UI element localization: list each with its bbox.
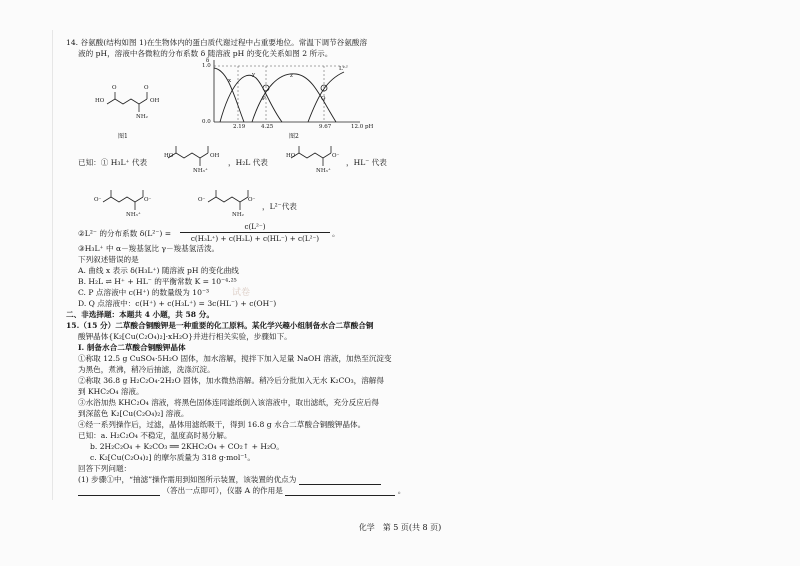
h3l-oh: OH	[210, 153, 220, 159]
q15-step3b: 到深蓝色 K₂[Cu(C₂O₄)₂] 溶液。	[78, 409, 189, 418]
chart-ymax-label: 1.0	[202, 63, 211, 69]
curve-label-z: z	[290, 73, 293, 79]
h2l-ominus: O⁻	[332, 153, 340, 159]
q15-q1-end: 。	[397, 486, 406, 495]
figure2-caption: 图2	[289, 133, 299, 140]
fraction-bar	[180, 232, 330, 233]
known-hl: ，HL⁻ 代表	[346, 158, 387, 167]
q15-known-c: c. K₂[Cu(C₂O₄)₂] 的摩尔质量为 318 g·mol⁻¹。	[90, 453, 255, 462]
option-d[interactable]: D. Q 点溶液中：c(H⁺) + c(H₃L⁺) = 3c(HL⁻) + c(OH⁻)	[78, 299, 277, 308]
chart-ylabel: δ	[206, 58, 210, 64]
hl-ominus-right: O⁻	[144, 197, 152, 203]
q15-step4: ④经一系列操作后，过滤，晶体用滤纸吸干，得到 16.8 g 水合二草酸合铜酸钾晶体。	[78, 420, 366, 429]
section2-heading: 二、非选择题：本题共 4 小题，共 58 分。	[66, 310, 214, 319]
answer-blank-3[interactable]	[285, 487, 395, 496]
fig1-o1-label: O	[112, 85, 117, 91]
option-b[interactable]: B. H₂L ⇌ H⁺ + HL⁻ 的平衡常数 K = 10⁻⁴·²⁵	[78, 277, 237, 286]
item2-numerator: c(L²⁻)	[244, 222, 266, 231]
chart-origin-label: 0.0	[202, 119, 211, 125]
q15-step1b: 为黑色，煮沸，稍冷后抽滤，洗涤沉淀。	[78, 365, 215, 374]
q15-question1	[78, 475, 381, 485]
q15-question1-cont	[78, 486, 405, 496]
q15-known-a: 已知：a. H₂C₂O₄ 不稳定，温度高时易分解。	[78, 431, 232, 440]
fig1-nh2-label: NH₂	[136, 114, 148, 120]
figure1-structure	[95, 82, 165, 130]
hl-structure	[95, 184, 155, 224]
item3: ③H₃L⁺ 中 α－羧基氢比 γ－羧基氢活泼。	[78, 244, 220, 253]
curve-l2	[308, 72, 344, 122]
known-h2l: ，H₂L 代表	[228, 158, 268, 167]
chart-xtick-1: 2.19	[233, 124, 246, 130]
q15-answer-prompt: 回答下列问题：	[78, 464, 132, 473]
figure1-caption: 图1	[118, 133, 128, 140]
l2-ominus-left: O⁻	[198, 197, 206, 203]
curve-x	[214, 68, 244, 122]
page-margin-line	[52, 30, 53, 500]
fig1-ho-label: HO	[95, 98, 105, 104]
item2-denominator: c(H₃L⁺) + c(H₂L) + c(HL⁻) + c(L²⁻)	[190, 234, 320, 243]
l2-ominus-right: O⁻	[248, 197, 256, 203]
l2-structure	[200, 184, 260, 224]
hl-nh3: NH₃⁺	[126, 212, 141, 218]
item2-prefix: ②L²⁻ 的分布系数 δ(L²⁻) =	[78, 229, 172, 238]
chart-xtick-3: 9.67	[319, 124, 332, 130]
chart-xtick-4: 12.0	[351, 124, 364, 130]
item2-suffix: 。	[332, 229, 340, 238]
watermark: 试卷	[232, 288, 251, 298]
q15-step2a: ②称取 36.8 g H₂C₂O₄·2H₂O 固体，加水微热溶解。稍冷后分批加入无水 K₂CO₃，溶解得	[78, 376, 384, 385]
h3l-ho: HO	[164, 153, 174, 159]
answer-blank-1[interactable]	[299, 476, 381, 485]
known-prefix: 已知：① H₃L⁺ 代表	[78, 158, 148, 167]
point-label-p: P	[262, 96, 266, 102]
chart-xunit: pH	[365, 124, 374, 130]
h2l-ho: HO	[286, 153, 296, 159]
page-footer: 化学 第 5 页(共 8 页)	[358, 523, 442, 532]
h2l-nh3: NH₃⁺	[316, 168, 331, 174]
q15-step2b: 到 KHC₂O₄ 溶液。	[78, 387, 144, 396]
curve-label-y: y	[252, 72, 256, 78]
q15-part1: Ⅰ. 制备水合二草酸合铜酸钾晶体	[78, 343, 186, 352]
option-c[interactable]: C. P 点溶液中 c(H⁺) 的数量级为 10⁻³	[78, 288, 209, 297]
q15-step3a: ③水浴加热 KHC₂O₄ 溶液，将黑色固体连同滤纸倒入该溶液中，取出滤纸，充分反应后得	[78, 398, 380, 407]
q15-q1-text: (1) 步骤①中，“抽滤”操作需用到如图所示装置，该装置的优点为	[78, 475, 297, 484]
known-l2: ，L²⁻代表	[262, 202, 297, 211]
h2l-structure	[283, 140, 343, 180]
h3l-nh3: NH₃⁺	[193, 168, 208, 174]
q14-prompt: 下列叙述错误的是	[78, 255, 139, 264]
q15-known-b: b. 2H₂C₂O₄ + K₂CO₃ ══ 2KHC₂O₄ + CO₂↑ + H₂O。	[90, 442, 284, 451]
q15-q1b-text: （答出一点即可），仪器 A 的作用是	[162, 486, 283, 495]
l2-nh2: NH₂	[232, 212, 244, 218]
fig1-o2-label: O	[144, 85, 149, 91]
q15-line1: 15.（15 分）二草酸合铜酸钾是一种重要的化工原料。某化学兴趣小组制备水合二草酸合铜	[66, 321, 374, 330]
h3l-structure	[160, 140, 220, 180]
answer-blank-2[interactable]	[78, 487, 160, 496]
chart-xtick-2: 4.25	[261, 124, 274, 130]
q15-line2: 酸钾晶体{K₂[Cu(C₂O₄)₂]·xH₂O}并进行相关实验，步骤如下。	[78, 332, 292, 341]
point-label-q: Q	[321, 96, 326, 102]
fig1-oh-label: OH	[150, 98, 160, 104]
option-a[interactable]: A. 曲线 x 表示 δ(H₃L⁺) 随溶液 pH 的变化曲线	[78, 266, 239, 275]
curve-label-l2: L²⁻	[339, 66, 348, 72]
q14-line2: 液的 pH，溶液中各微粒的分布系数 δ 随溶液 pH 的变化关系如图 2 所示。	[78, 49, 333, 58]
q15-step1a: ①称取 12.5 g CuSO₄·5H₂O 固体，加水溶解，搅拌下加入足量 NaOH 溶液，加热至沉淀变	[78, 354, 392, 363]
curve-label-x: x	[228, 78, 232, 84]
hl-ominus-left: O⁻	[94, 197, 102, 203]
q14-line1: 14. 谷氨酸(结构如图 1)在生物体内的蛋白质代谢过程中占重要地位。常温下调节谷氨酸溶	[66, 38, 368, 47]
